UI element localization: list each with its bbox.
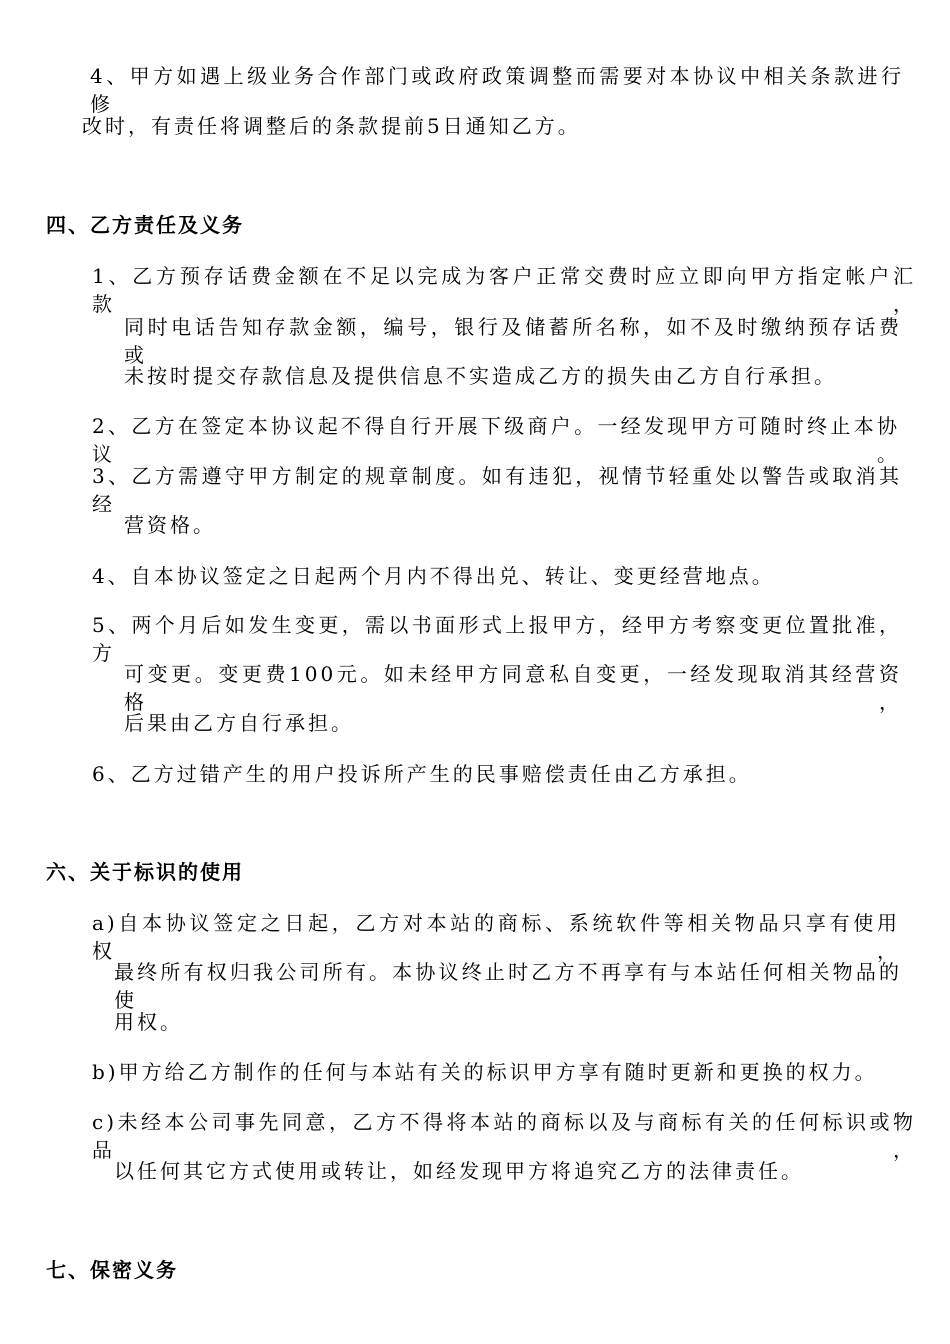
s3-item4-line2: 改时，有责任将调整后的条款提前5日通知乙方。 bbox=[82, 114, 581, 138]
s4-item1-line2: 同时电话告知存款金额，编号，银行及储蓄所名称，如不及时缴纳预存话费或 bbox=[124, 315, 902, 367]
s6-itema-line3: 用权。 bbox=[114, 1010, 183, 1034]
section6-heading: 六、关于标识的使用 bbox=[46, 860, 244, 884]
s4-item6-line1: 6、乙方过错产生的用户投诉所产生的民事赔偿责任由乙方承担。 bbox=[92, 762, 752, 786]
s6-itema-line2: 最终所有权归我公司所有。本协议终止时乙方不再享有与本站任何相关物品的使 bbox=[114, 960, 902, 1012]
s4-item4-line1: 4、自本协议签定之日起两个月内不得出兑、转让、变更经营地点。 bbox=[92, 564, 775, 588]
s4-item5-line2: 可变更。变更费100元。如未经甲方同意私自变更，一经发现取消其经营资格， bbox=[124, 662, 902, 714]
s4-item3-line2: 营资格。 bbox=[124, 513, 216, 537]
s4-item1-line3: 未按时提交存款信息及提供信息不实造成乙方的损失由乙方自行承担。 bbox=[124, 364, 837, 388]
section4-heading: 四、乙方责任及义务 bbox=[46, 213, 244, 237]
s4-item5-line1: 5、两个月后如发生变更，需以书面形式上报甲方，经甲方考察变更位置批准，方 bbox=[92, 613, 902, 665]
s4-item5-line3: 后果由乙方自行承担。 bbox=[124, 711, 354, 735]
s6-itema-line1: a)自本协议签定之日起，乙方对本站的商标、系统软件等相关物品只享有使用权， bbox=[92, 911, 900, 963]
s4-item2-line1: 2、乙方在签定本协议起不得自行开展下级商户。一经发现甲方可随时终止本协议。 bbox=[92, 414, 900, 466]
section7-heading: 七、保密义务 bbox=[46, 1258, 178, 1282]
s6-itemc-line1: c)未经本公司事先同意，乙方不得将本站的商标以及与商标有关的任何标识或物品， bbox=[92, 1110, 916, 1162]
s3-item4-line1: 4、甲方如遇上级业务合作部门或政府政策调整而需要对本协议中相关条款进行修 bbox=[90, 64, 904, 116]
s6-itemc-line2: 以任何其它方式使用或转让，如经发现甲方将追究乙方的法律责任。 bbox=[114, 1159, 804, 1183]
s6-itemb-line1: b)甲方给乙方制作的任何与本站有关的标识甲方享有随时更新和更换的权力。 bbox=[92, 1060, 878, 1084]
s4-item3-line1: 3、乙方需遵守甲方制定的规章制度。如有违犯，视情节轻重处以警告或取消其经 bbox=[92, 464, 902, 516]
s4-item1-line1: 1、乙方预存话费金额在不足以完成为客户正常交费时应立即向甲方指定帐户汇款， bbox=[92, 264, 916, 316]
